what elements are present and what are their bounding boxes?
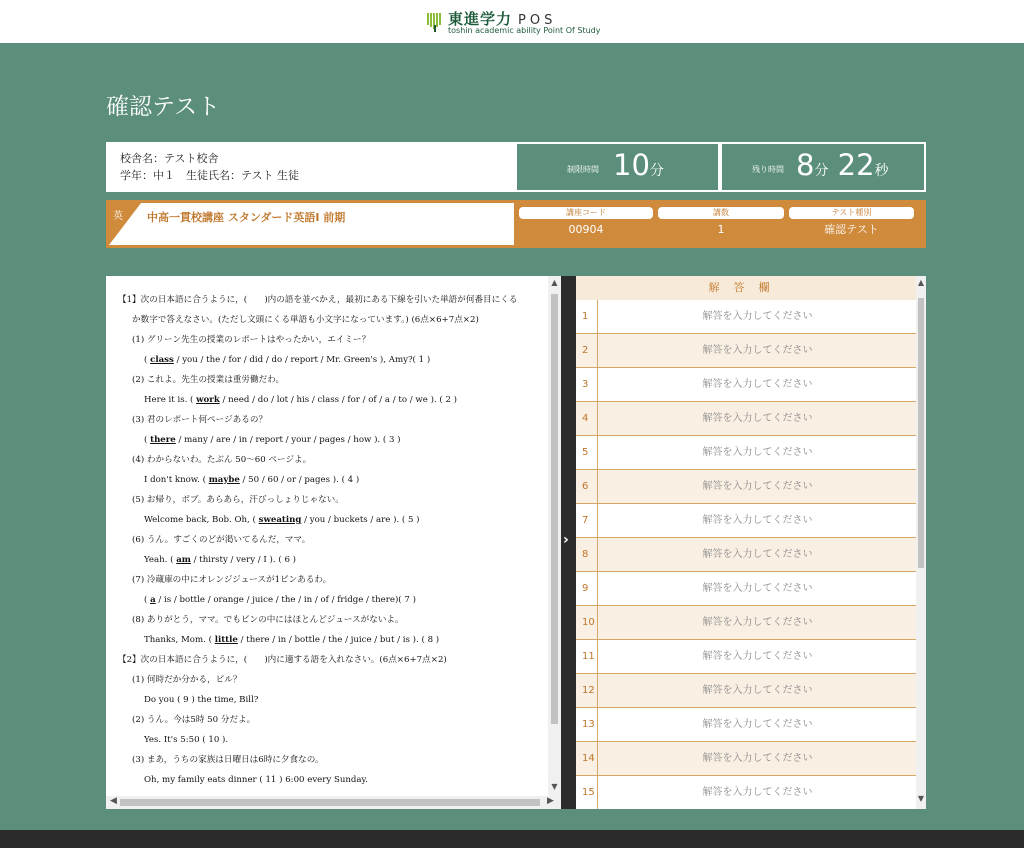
time-limit-box <box>515 142 720 192</box>
time-remaining-label: 残り時間 <box>752 165 784 174</box>
underlined-word: sweating <box>258 515 302 525</box>
answer-scroll-thumb[interactable] <box>918 298 924 568</box>
question-scroll-thumb[interactable] <box>551 294 558 724</box>
question-line: (1) グリーン先生の授業のレポートはやったかい，エイミー？ <box>132 335 371 345</box>
test-type-value: 確認テスト <box>824 223 879 236</box>
answer-number: 4 <box>576 402 598 435</box>
answer-number: 3 <box>576 368 598 401</box>
underlined-word: a <box>150 595 156 605</box>
question-vertical-scrollbar[interactable] <box>548 276 561 796</box>
answer-scrollbar[interactable] <box>916 276 926 809</box>
underlined-word: maybe <box>208 475 240 485</box>
student-grade-name: 学年：中１ 生徒氏名：テスト 生徒 <box>120 169 300 182</box>
answer-number: 14 <box>576 742 598 775</box>
answer-scroll-up-icon[interactable]: ▲ <box>917 278 925 287</box>
question-line: (5) お帰り，ボブ。あらあら，汗びっしょりじゃない。 <box>132 495 344 505</box>
answer-row <box>576 334 916 368</box>
time-remaining-value: 8分 22秒 <box>796 148 889 182</box>
question-line: (7) 冷蔵庫の中にオレンジジュースが1ビンあるわ。 <box>132 575 332 585</box>
course-code-label: 講座コード <box>519 207 653 219</box>
answer-number: 2 <box>576 334 598 367</box>
time-remaining-box <box>720 142 926 192</box>
question-line: (4) わからないわ。たぶん 50〜60 ページよ。 <box>132 455 312 465</box>
subject-badge: 英 <box>113 211 123 222</box>
answer-input[interactable] <box>599 436 916 469</box>
scroll-left-icon[interactable]: ◀ <box>110 796 117 806</box>
question-line: ( there / many / are / in / report / your / pages / how ). ( 3 ) <box>144 435 401 445</box>
brand-pos: POS <box>518 13 557 28</box>
question-line: (1) 何時だか分かる，ビル？ <box>132 675 242 685</box>
question-line: ( class / you / the / for / did / do / report / Mr. Green's ), Amy?( 1 ) <box>144 355 431 365</box>
answer-input[interactable] <box>599 776 916 809</box>
question-text <box>118 290 548 790</box>
answer-row <box>576 368 916 402</box>
answer-number: 6 <box>576 470 598 503</box>
question-line: Thanks, Mom. ( little / there / in / bottle / the / juice / but / is ). ( 8 ) <box>144 635 440 645</box>
course-code <box>519 207 653 242</box>
test-type-label: テスト種別 <box>789 207 914 219</box>
answer-row <box>576 402 916 436</box>
tree-logo-icon <box>426 10 444 32</box>
brand-title: 東進学力 POS <box>448 10 557 28</box>
panel-divider[interactable] <box>561 276 576 809</box>
question-hscroll-thumb[interactable] <box>120 799 540 806</box>
answer-input[interactable] <box>599 538 916 571</box>
answer-row <box>576 708 916 742</box>
answer-number: 10 <box>576 606 598 639</box>
answer-input[interactable] <box>599 572 916 605</box>
answer-number: 13 <box>576 708 598 741</box>
answer-input[interactable] <box>599 470 916 503</box>
answer-row <box>576 776 916 809</box>
time-limit-label: 制限時間 <box>567 165 599 174</box>
underlined-word: there <box>150 435 176 445</box>
lesson-count <box>658 207 784 242</box>
answer-number: 1 <box>576 300 598 333</box>
question-line: (8) ありがとう，ママ。でもビンの中にはほとんどジュースがないよ。 <box>132 615 404 625</box>
question-line: (2) うん。今は5時 50 分だよ。 <box>132 715 256 725</box>
answer-input[interactable] <box>599 674 916 707</box>
answer-number: 12 <box>576 674 598 707</box>
question-line: Do you ( 9 ) the time, Bill? <box>144 695 259 705</box>
answer-input[interactable] <box>599 606 916 639</box>
question-line: ( a / is / bottle / orange / juice / the / in / of / fridge / there)( 7 ) <box>144 595 416 605</box>
course-code-value: 00904 <box>568 223 604 236</box>
answer-row <box>576 742 916 776</box>
brand-subtitle: toshin academic ability Point Of Study <box>448 26 601 35</box>
answer-number: 7 <box>576 504 598 537</box>
time-limit-value: 10分 <box>613 148 664 182</box>
scroll-right-icon[interactable]: ▶ <box>547 796 554 806</box>
question-line: (2) これよ。先生の授業は重労働だわ。 <box>132 375 285 385</box>
answer-row <box>576 674 916 708</box>
answer-number: 11 <box>576 640 598 673</box>
top-header <box>0 0 1024 43</box>
question-line: 【2】次の日本語に合うように，( )内に適する語を入れなさい。(6点×6+7点×2) <box>118 655 447 665</box>
answer-number: 5 <box>576 436 598 469</box>
answer-row <box>576 436 916 470</box>
course-bar <box>106 200 926 248</box>
answer-row <box>576 606 916 640</box>
answer-scroll-down-icon[interactable]: ▼ <box>917 794 925 803</box>
chevron-right-icon[interactable]: › <box>563 532 569 548</box>
answer-number: 8 <box>576 538 598 571</box>
answer-input[interactable] <box>599 368 916 401</box>
answer-input[interactable] <box>599 402 916 435</box>
answer-input[interactable] <box>599 742 916 775</box>
question-line: か数字で答えなさい。(ただし文頭にくる単語も小文字になっています。) (6点×6+7点×2) <box>132 315 479 325</box>
answer-row <box>576 640 916 674</box>
toshin-pos-logo <box>426 8 606 36</box>
question-line: (6) うん。すごくのどが渇いてるんだ，ママ。 <box>132 535 311 545</box>
question-line: Here it is. ( work / need / do / lot / his / class / for / of / a / to / we ). ( 2 ) <box>144 395 458 405</box>
question-line: Welcome back, Bob. Oh, ( sweating / you / buckets / are ). ( 5 ) <box>144 515 420 525</box>
scroll-up-icon[interactable]: ▲ <box>551 278 558 287</box>
question-line: Oh, my family eats dinner ( 11 ) 6:00 every Sunday. <box>144 775 368 785</box>
question-line: 【1】次の日本語に合うように，( )内の語を並べかえ，最初にある下線を引いた単語が何番目にくる <box>118 295 518 305</box>
lesson-count-value: 1 <box>717 223 725 236</box>
question-horizontal-scrollbar[interactable] <box>106 796 561 809</box>
scroll-down-icon[interactable]: ▼ <box>551 782 558 791</box>
answer-number: 15 <box>576 776 598 809</box>
underlined-word: class <box>150 355 174 365</box>
answer-row <box>576 538 916 572</box>
question-panel[interactable] <box>106 276 561 809</box>
course-title-area <box>109 203 514 245</box>
answer-number: 9 <box>576 572 598 605</box>
question-line: (3) 君のレポート何ページあるの？ <box>132 415 268 425</box>
answer-row <box>576 504 916 538</box>
underlined-word: work <box>196 395 220 405</box>
answer-input[interactable] <box>599 300 916 333</box>
answer-input[interactable] <box>599 708 916 741</box>
answer-row <box>576 470 916 504</box>
question-line: I don't know. ( maybe / 50 / 60 / or / pages ). ( 4 ) <box>144 475 360 485</box>
answer-input[interactable] <box>599 640 916 673</box>
question-line: Yes. It's 5:50 ( 10 ). <box>144 735 229 745</box>
answer-input[interactable] <box>599 334 916 367</box>
question-line: Yeah. ( am / thirsty / very / I ). ( 6 ) <box>144 555 297 565</box>
answer-row <box>576 572 916 606</box>
answer-row <box>576 300 916 334</box>
footer-bar <box>0 830 1024 848</box>
underlined-word: am <box>176 555 191 565</box>
lesson-count-label: 講数 <box>658 207 784 219</box>
answer-header: 解答欄 <box>576 276 916 300</box>
course-name: 中高一貫校講座 スタンダード英語Ⅰ 前期 <box>147 211 346 224</box>
answer-input[interactable] <box>599 504 916 537</box>
page-title: 確認テスト <box>106 94 221 120</box>
underlined-word: little <box>214 635 238 645</box>
student-info <box>106 142 515 192</box>
answer-panel <box>576 276 926 809</box>
test-type <box>789 207 914 242</box>
school-name: 校舎名：テスト校舎 <box>120 152 219 165</box>
question-line: (3) まあ，うちの家族は日曜日は6時に夕食なの。 <box>132 755 324 765</box>
